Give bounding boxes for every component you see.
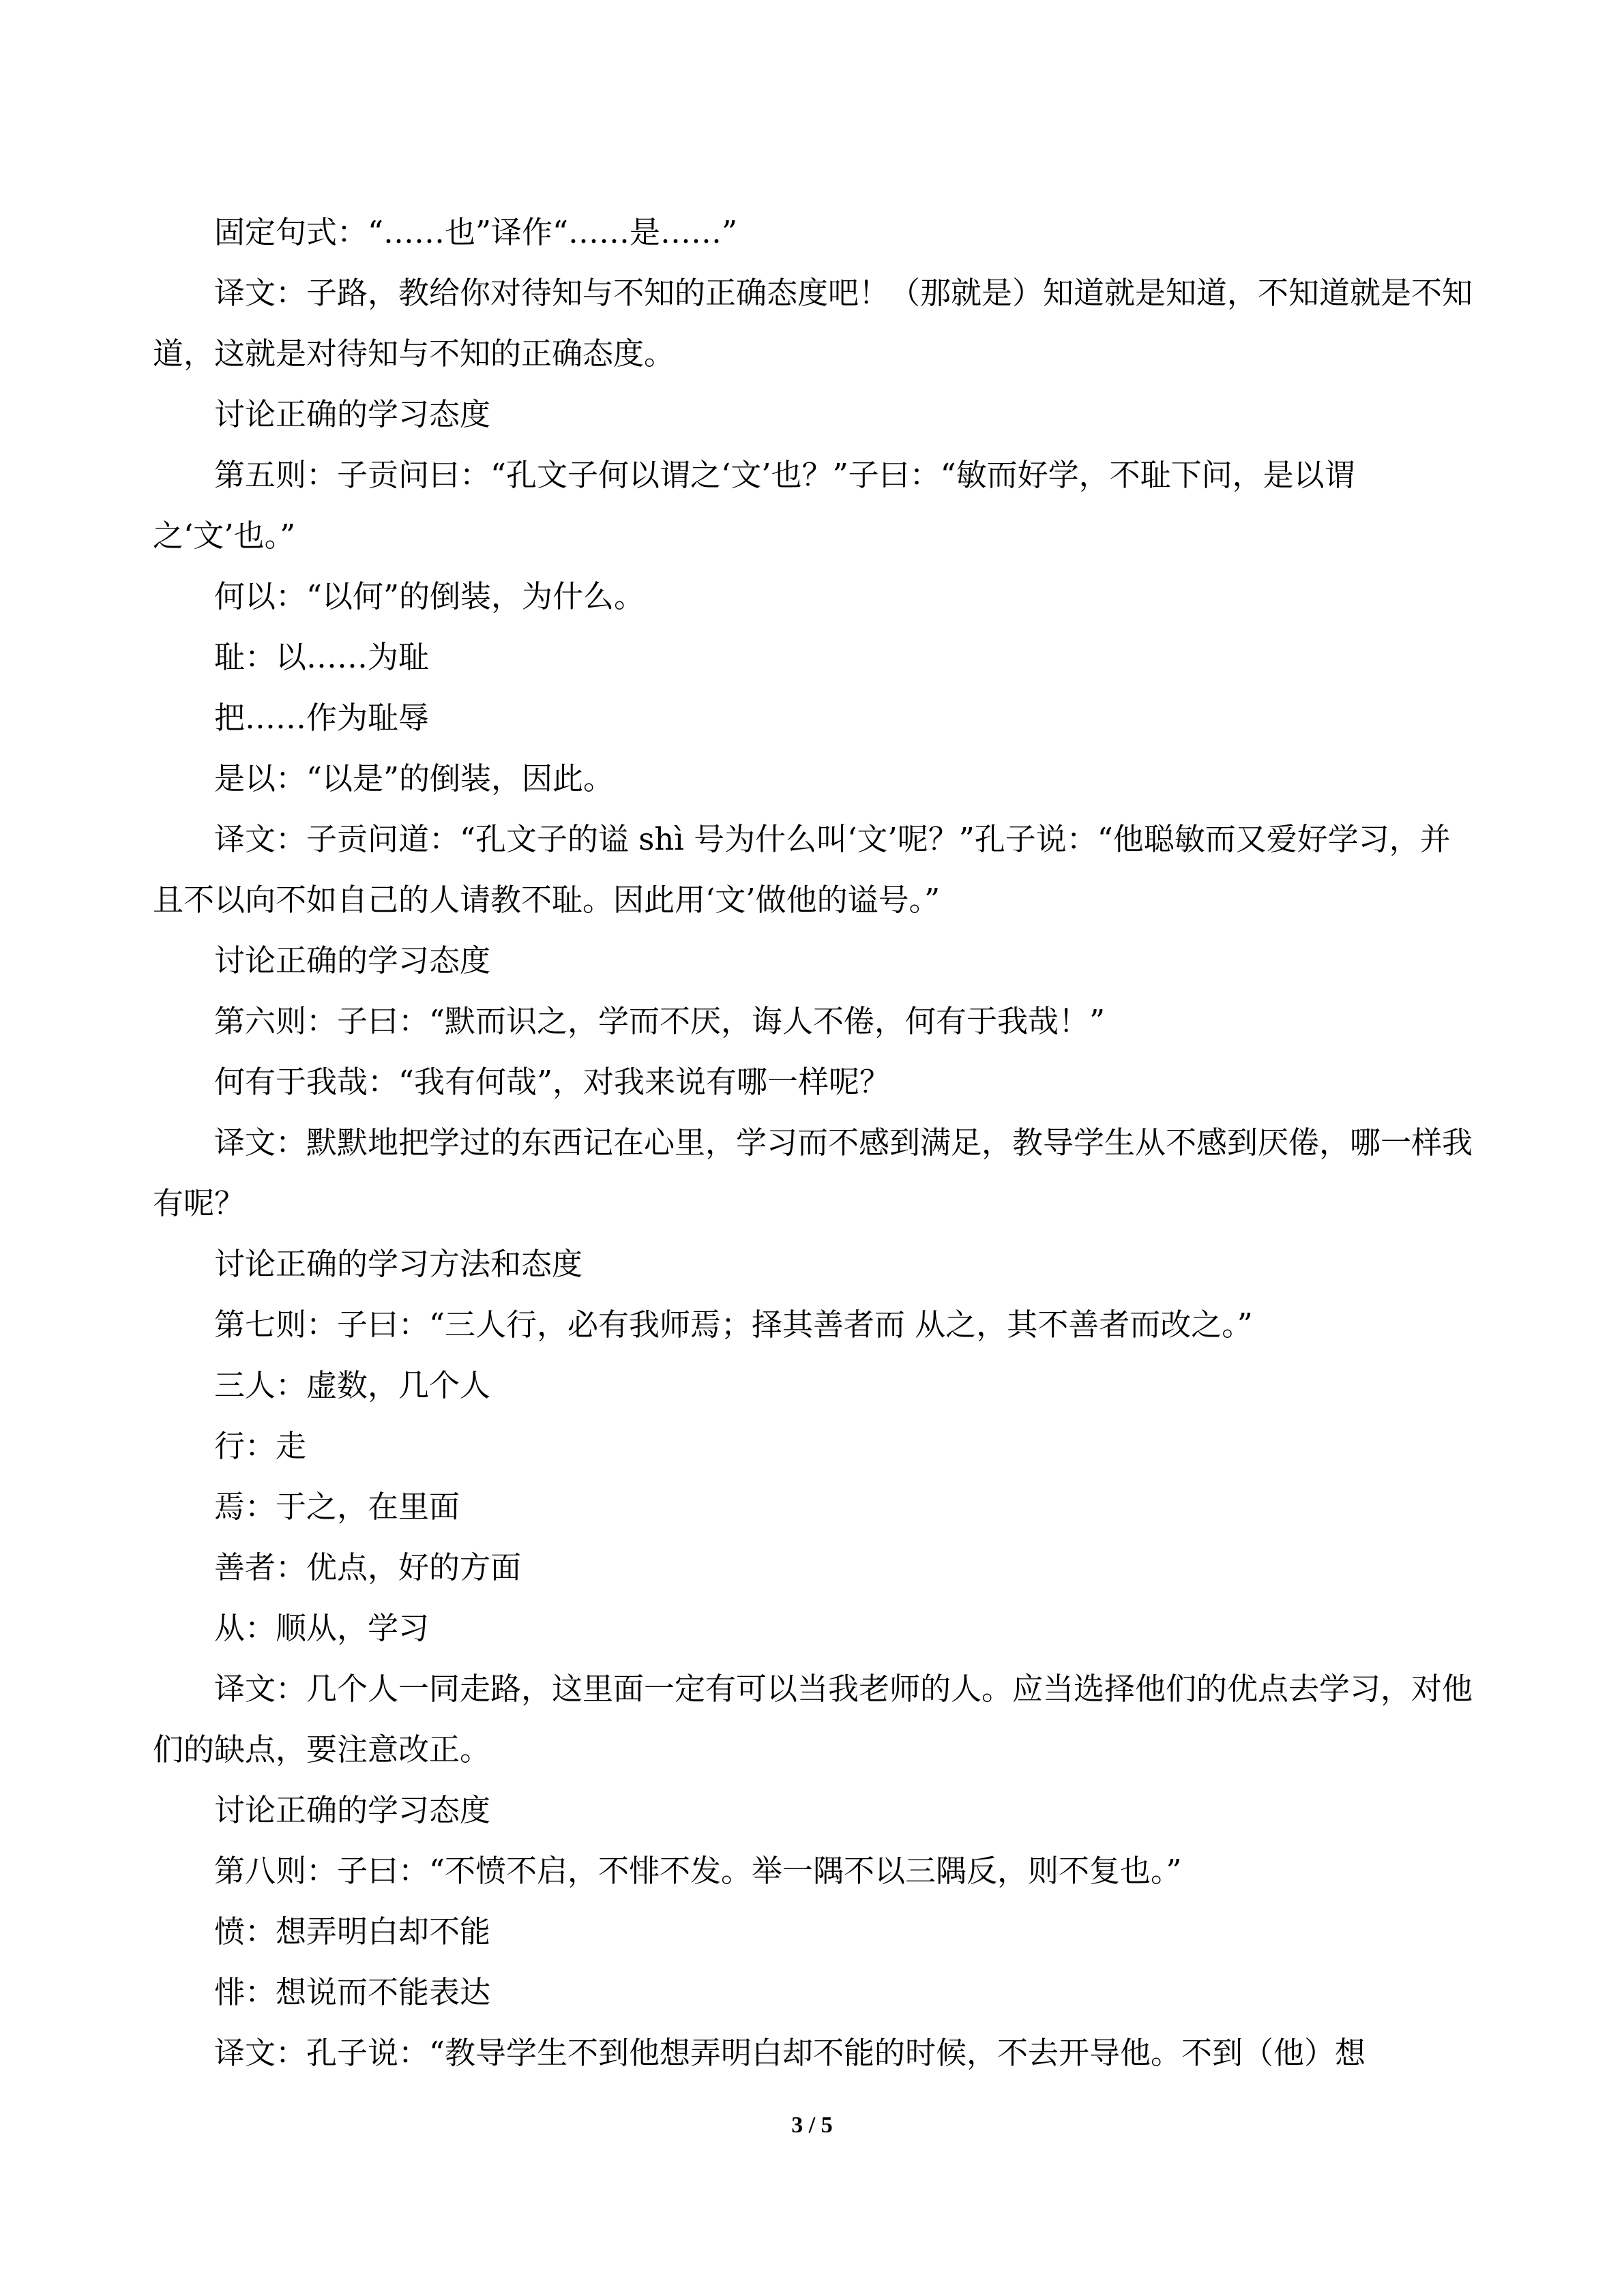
paragraph-12: 何有于我哉：“我有何哉”，对我来说有哪一样呢？ bbox=[214, 1064, 891, 1100]
paragraph-19: 善者：优点，好的方面 bbox=[214, 1549, 522, 1585]
paragraph-18: 焉：于之，在里面 bbox=[214, 1489, 460, 1525]
paragraph-15: 第七则：子曰：“三人行，必有我师焉；择其善者而 从之，其不善者而改之。” bbox=[214, 1307, 1253, 1343]
paragraph-23: 第八则：子曰：“不愤不启，不悱不发。举一隅不以三隅反，则不复也。” bbox=[214, 1853, 1182, 1889]
paragraph-8: 是以：“以是”的倒装，因此。 bbox=[214, 760, 615, 796]
paragraph-26: 译文：孔子说：“教导学生不到他想弄明白却不能的时候，不去开导他。不到（他）想 bbox=[214, 2035, 1366, 2071]
paragraph-24: 愤：想弄明白却不能 bbox=[214, 1913, 491, 1950]
page-body bbox=[153, 202, 1473, 2083]
paragraph-17: 行：走 bbox=[214, 1428, 307, 1464]
paragraph-1: 固定句式：“……也”译作“……是……” bbox=[214, 214, 738, 250]
paragraph-14: 讨论正确的学习方法和态度 bbox=[214, 1246, 583, 1282]
paragraph-16: 三人：虚数，几个人 bbox=[214, 1367, 491, 1403]
paragraph-9: 译文：子贡问道：“孔文子的谥 shì 号为什么叫‘文’呢？”孔子说：“他聪敏而又爱好学习，并且不以向不如自己的人请教不耻。因此用‘文’做他的谥号。” bbox=[153, 821, 1451, 918]
paragraph-7: 把……作为耻辱 bbox=[214, 700, 430, 736]
paragraph-4: 第五则：子贡问曰：“孔文子何以谓之‘文’也？”子曰：“敏而好学，不耻下问，是以谓之‘文’也。” bbox=[153, 457, 1355, 554]
paragraph-10: 讨论正确的学习态度 bbox=[214, 942, 491, 979]
paragraph-20: 从：顺从，学习 bbox=[214, 1610, 430, 1646]
paragraph-5: 何以：“以何”的倒装，为什么。 bbox=[214, 578, 645, 614]
paragraph-6: 耻：以……为耻 bbox=[214, 639, 430, 675]
paragraph-13: 译文：默默地把学过的东西记在心里，学习而不感到满足，教导学生从不感到厌倦，哪一样我有呢？ bbox=[153, 1124, 1473, 1221]
paragraph-3: 讨论正确的学习态度 bbox=[214, 396, 491, 432]
paragraph-2: 译文：子路，教给你对待知与不知的正确态度吧！（那就是）知道就是知道，不知道就是不知道，这就是对待知与不知的正确态度。 bbox=[153, 275, 1473, 372]
paragraph-25: 悱：想说而不能表达 bbox=[214, 1974, 491, 2010]
paragraph-22: 讨论正确的学习态度 bbox=[214, 1792, 491, 1828]
paragraph-21: 译文：几个人一同走路，这里面一定有可以当我老师的人。应当选择他们的优点去学习，对他们的缺点，要注意改正。 bbox=[153, 1671, 1473, 1768]
paragraph-11: 第六则：子曰：“默而识之，学而不厌，诲人不倦，何有于我哉！” bbox=[214, 1003, 1106, 1039]
page-number: 3 / 5 bbox=[791, 2113, 833, 2138]
